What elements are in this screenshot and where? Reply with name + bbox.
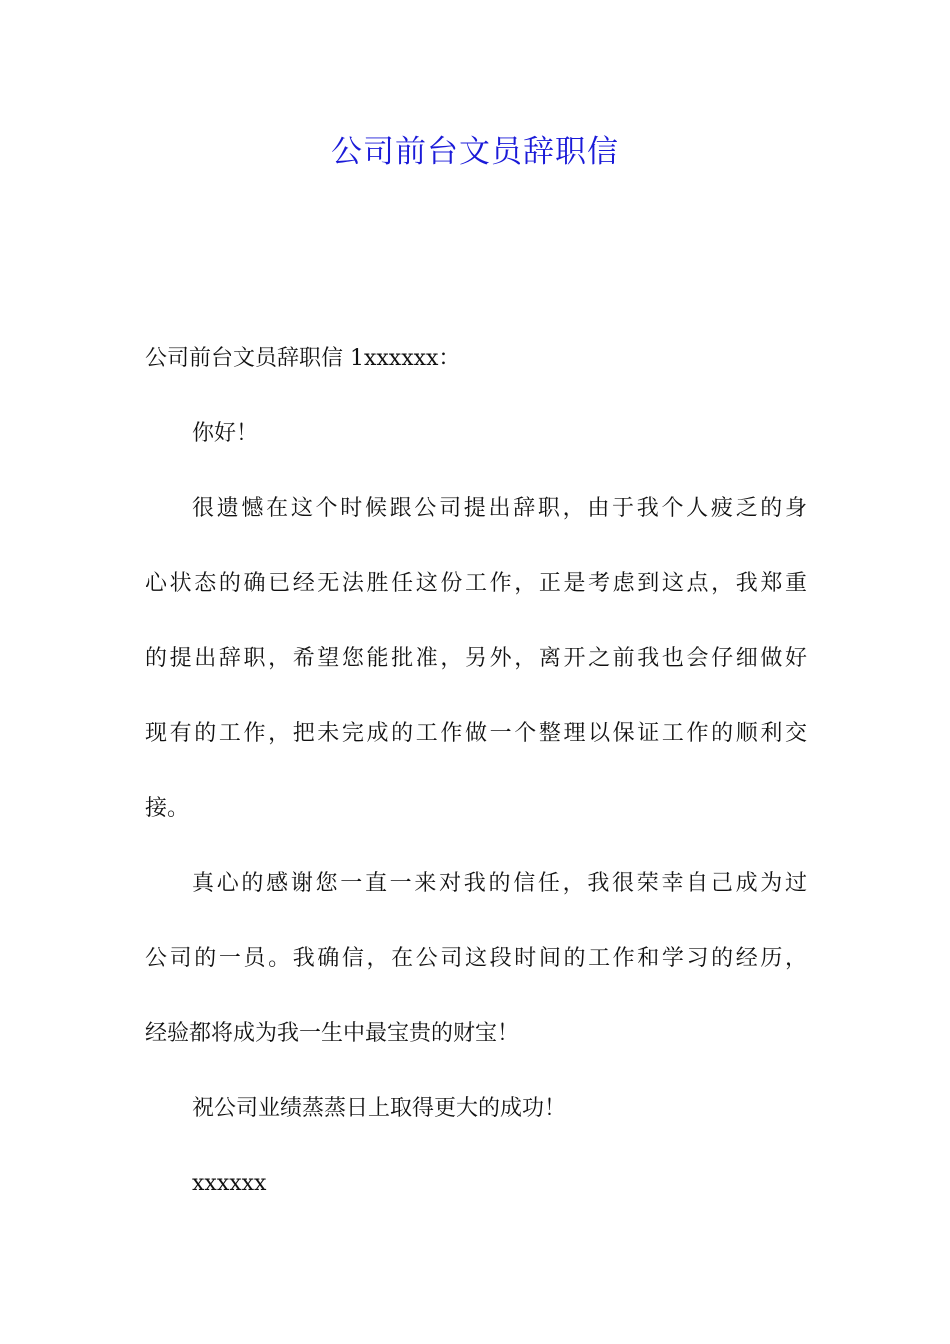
closing-wish-line: 祝公司业绩蒸蒸日上取得更大的成功！ [192,1096,567,1121]
greeting-line: 你好！ [192,421,259,446]
salutation-line: 公司前台文员辞职信 1xxxxxx： [145,346,461,371]
signature-line: xxxxxx [192,1171,267,1196]
paragraph-1-line-3: 的提出辞职，希望您能批准，另外，离开之前我也会仔细做好 [145,646,807,671]
paragraph-2-line-2: 公司的一员。我确信，在公司这段时间的工作和学习的经历， [145,946,807,971]
document-title: 公司前台文员辞职信 [331,134,619,170]
paragraph-1-line-1: 很遗憾在这个时候跟公司提出辞职，由于我个人疲乏的身 [192,496,807,521]
letter-body [145,340,807,1240]
paragraph-1-line-2: 心状态的确已经无法胜任这份工作，正是考虑到这点，我郑重 [145,571,807,596]
paragraph-1-line-4: 现有的工作，把未完成的工作做一个整理以保证工作的顺利交 [145,721,807,746]
paragraph-2-line-1: 真心的感谢您一直一来对我的信任，我很荣幸自己成为过 [192,871,807,896]
paragraph-1-line-5: 接。 [145,796,190,821]
paragraph-2-line-3: 经验都将成为我一生中最宝贵的财宝！ [145,1021,520,1046]
